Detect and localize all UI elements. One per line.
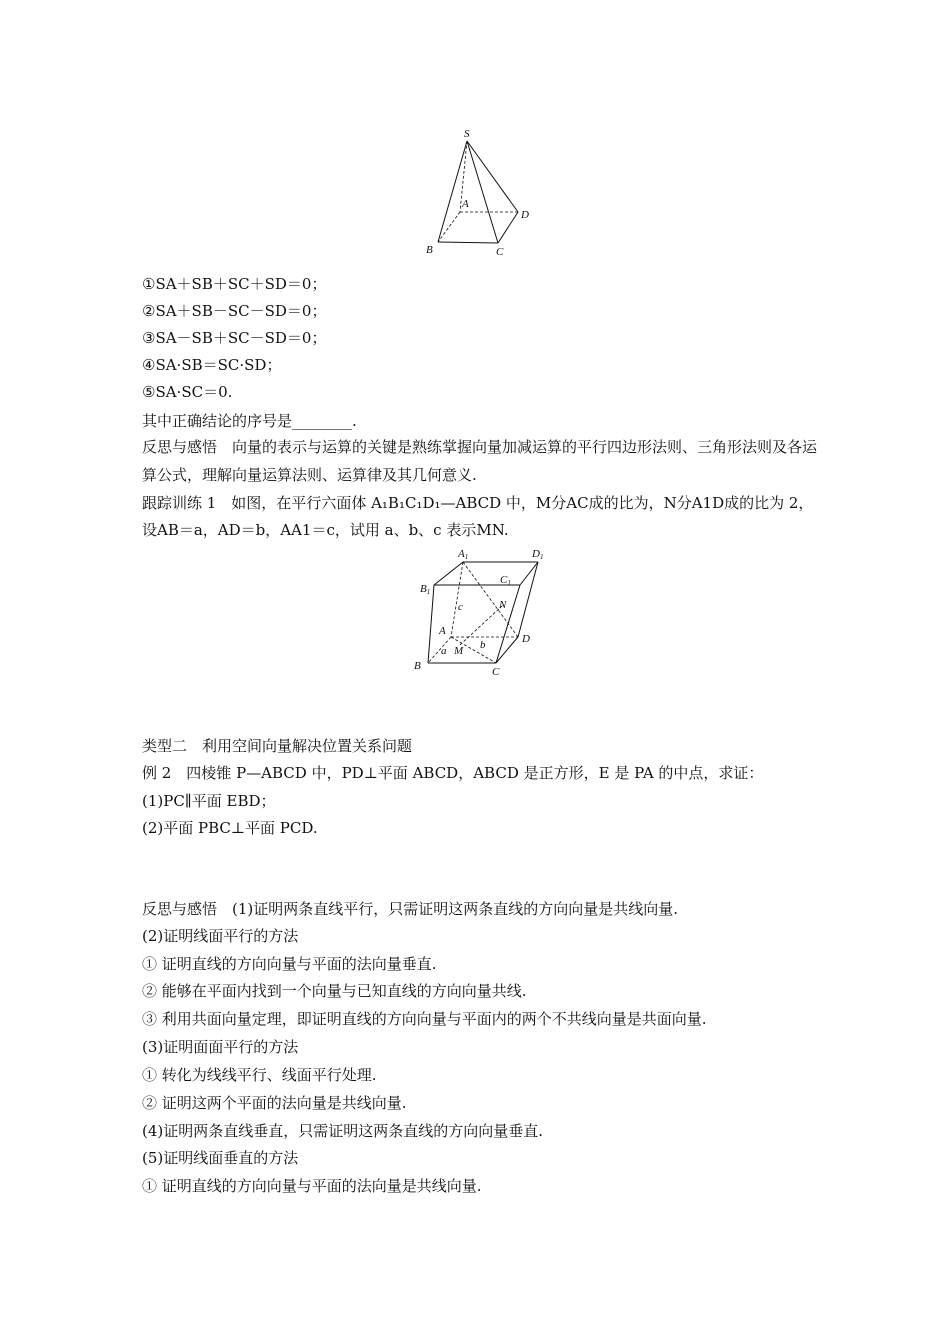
reflection-2-line-3: ① 证明直线的方向向量与平面的法向量垂直. — [142, 955, 437, 973]
type-2-title: 类型二 利用空间向量解决位置关系问题 — [142, 737, 413, 755]
reflection-1: 反思与感悟 向量的表示与运算的关键是熟练掌握向量加减运算的平行四边形法则、三角形法则及各运算公式，理解向量运算法则、运算律及其几何意义. — [142, 438, 818, 484]
label-N: N — [499, 599, 507, 611]
option-1: ①SA＋SB＋SC＋SD＝0； — [142, 275, 327, 293]
label-D: D — [521, 209, 529, 221]
label-c: c — [458, 601, 463, 613]
reflection-2-line-1: 反思与感悟 (1)证明两条直线平行，只需证明这两条直线的方向向量是共线向量. — [142, 900, 679, 918]
exercise-1-line-2: 设AB＝a，AD＝b，AA1＝c，试用 a、b、c 表示MN. — [142, 521, 509, 539]
label-a: a — [441, 645, 447, 657]
label-D: D — [522, 633, 530, 645]
reflection-2-line-5: ③ 利用共面向量定理，即证明直线的方向向量与平面内的两个不共线向量是共面向量. — [142, 1010, 707, 1028]
reflection-2-line-2: (2)证明线面平行的方法 — [142, 927, 299, 945]
example-2-part-2: (2)平面 PBC⊥平面 PCD. — [142, 819, 318, 837]
reflection-2-line-10: (5)证明线面垂直的方法 — [142, 1149, 299, 1167]
label-b: b — [480, 639, 486, 651]
option-5: ⑤SA·SC＝0. — [142, 383, 233, 401]
example-2: 例 2 四棱锥 P—ABCD 中，PD⊥平面 ABCD，ABCD 是正方形，E 是 PA 的中点，求证： — [142, 764, 764, 782]
label-S: S — [464, 128, 470, 140]
reflection-2-line-9: (4)证明两条直线垂直，只需证明这两条直线的方向向量垂直. — [142, 1122, 544, 1140]
label-C1: C1 — [500, 574, 511, 587]
label-A: A — [439, 625, 446, 637]
reflection-2-line-11: ① 证明直线的方向向量与平面的法向量是共线向量. — [142, 1177, 482, 1195]
reflection-2-line-7: ① 转化为线线平行、线面平行处理. — [142, 1066, 377, 1084]
label-B: B — [426, 244, 433, 256]
option-4: ④SA·SB＝SC·SD； — [142, 356, 282, 374]
example-2-part-1: (1)PC∥平面 EBD； — [142, 792, 276, 810]
label-A1: A1 — [458, 548, 469, 561]
reflection-2-line-6: (3)证明面面平行的方法 — [142, 1038, 299, 1056]
reflection-2-line-8: ② 证明这两个平面的法向量是共线向量. — [142, 1094, 407, 1112]
label-B1: B1 — [420, 583, 431, 596]
option-3: ③SA－SB＋SC－SD＝0； — [142, 329, 327, 347]
option-2: ②SA＋SB－SC－SD＝0； — [142, 302, 327, 320]
label-C: C — [496, 246, 504, 258]
label-C: C — [492, 666, 500, 678]
reflection-2-line-4: ② 能够在平面内找到一个向量与已知直线的方向向量共线. — [142, 982, 527, 1000]
label-M: M — [454, 645, 464, 657]
parallelepiped-figure — [408, 545, 558, 680]
label-B: B — [414, 660, 421, 672]
exercise-1-line-1: 跟踪训练 1 如图，在平行六面体 A₁B₁C₁D₁—ABCD 中，M分AC成的比为，N分A1D成的比为 2， — [142, 494, 814, 512]
question-blank: 其中正确结论的序号是________. — [142, 412, 357, 430]
label-D1: D1 — [532, 548, 544, 561]
pyramid-figure — [420, 125, 540, 260]
label-A: A — [462, 198, 469, 210]
